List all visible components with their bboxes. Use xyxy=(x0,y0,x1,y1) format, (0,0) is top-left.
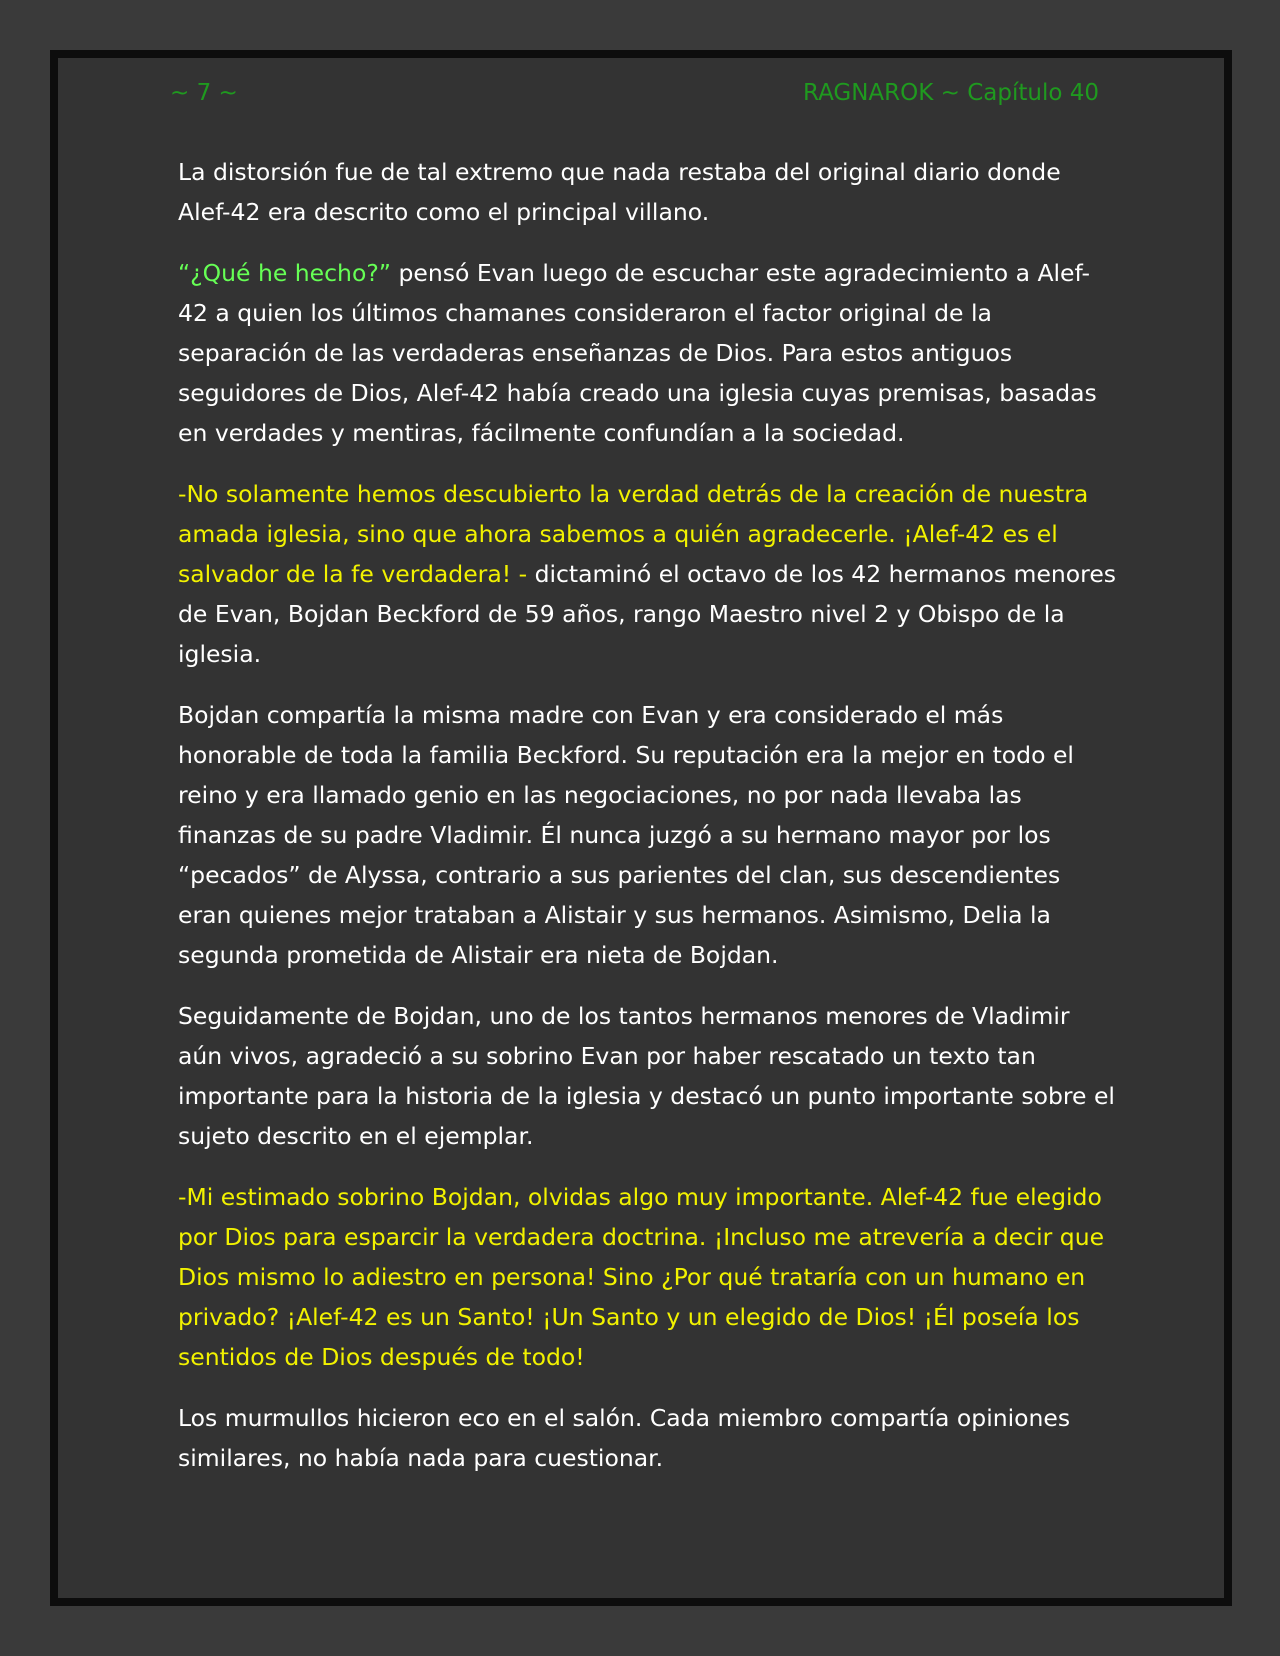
narration-text: Bojdan compartía la misma madre con Evan y era considerado el más honorable de toda la familia Beckford. Su reputación era la mejor en todo el reino y era llamado genio en las negociaciones, no por nada llevaba las finanzas de su padre Vladimir. Él nunca juzgó a su hermano mayor por los “pecados” de Alyssa, contrario a sus parientes del clan, sus descendientes eran quienes mejor trataban a Alistair y sus hermanos. Asimismo, Delia la segunda prometida de Alistair era nieta de Bojdan. xyxy=(178,701,1074,969)
narration-text: La distorsión fue de tal extremo que nada restaba del original diario donde Alef-42 era descrito como el principal villano. xyxy=(178,158,1061,226)
dialogue-text: -No solamente hemos descubierto la verdad detrás de la creación de nuestra amada iglesia, sino que ahora sabemos a quién agradecerle. ¡Alef-42 es el salvador de la fe verdadera! - xyxy=(178,480,1089,588)
page-number: ~ 7 ~ xyxy=(170,80,238,106)
page-header xyxy=(170,80,1099,114)
paragraph xyxy=(178,1177,1118,1377)
inner-thought-text: “¿Qué he hecho?” xyxy=(178,259,391,287)
running-title: RAGNAROK ~ Capítulo 40 xyxy=(803,80,1099,106)
narration-text: Seguidamente de Bojdan, uno de los tantos hermanos menores de Vladimir aún vivos, agradeció a su sobrino Evan por haber rescatado un texto tan importante para la historia de la iglesia y destacó un punto importante sobre el sujeto descrito en el ejemplar. xyxy=(178,1002,1115,1150)
narration-text: dictaminó el octavo de los 42 hermanos menores de Evan, Bojdan Beckford de 59 años, rango Maestro nivel 2 y Obispo de la iglesia. xyxy=(178,560,1117,668)
narration-text: pensó Evan luego de escuchar este agradecimiento a Alef-42 a quien los últimos chamanes consideraron el factor original de la separación de las verdaderas enseñanzas de Dios. Para estos antiguos seguidores de Dios, Alef-42 había creado una iglesia cuyas premisas, basadas en verdades y mentiras, fácilmente confundían a la sociedad. xyxy=(178,259,1097,447)
page-frame xyxy=(50,50,1232,1606)
paragraph xyxy=(178,1398,1118,1478)
dialogue-text: -Mi estimado sobrino Bojdan, olvidas algo muy importante. Alef-42 fue elegido por Dios para esparcir la verdadera doctrina. ¡Incluso me atrevería a decir que Dios mismo lo adiestro en persona! Sino ¿Por qué trataría con un humano en privado? ¡Alef-42 es un Santo! ¡Un Santo y un elegido de Dios! ¡Él poseía los sentidos de Dios después de todo! xyxy=(178,1183,1105,1371)
paragraph xyxy=(178,152,1118,232)
paragraph xyxy=(178,474,1118,674)
paragraph xyxy=(178,253,1118,453)
narration-text: Los murmullos hicieron eco en el salón. Cada miembro compartía opiniones similares, no había nada para cuestionar. xyxy=(178,1404,1071,1472)
paragraph xyxy=(178,996,1118,1156)
page-body xyxy=(178,152,1118,1499)
paragraph xyxy=(178,695,1118,975)
